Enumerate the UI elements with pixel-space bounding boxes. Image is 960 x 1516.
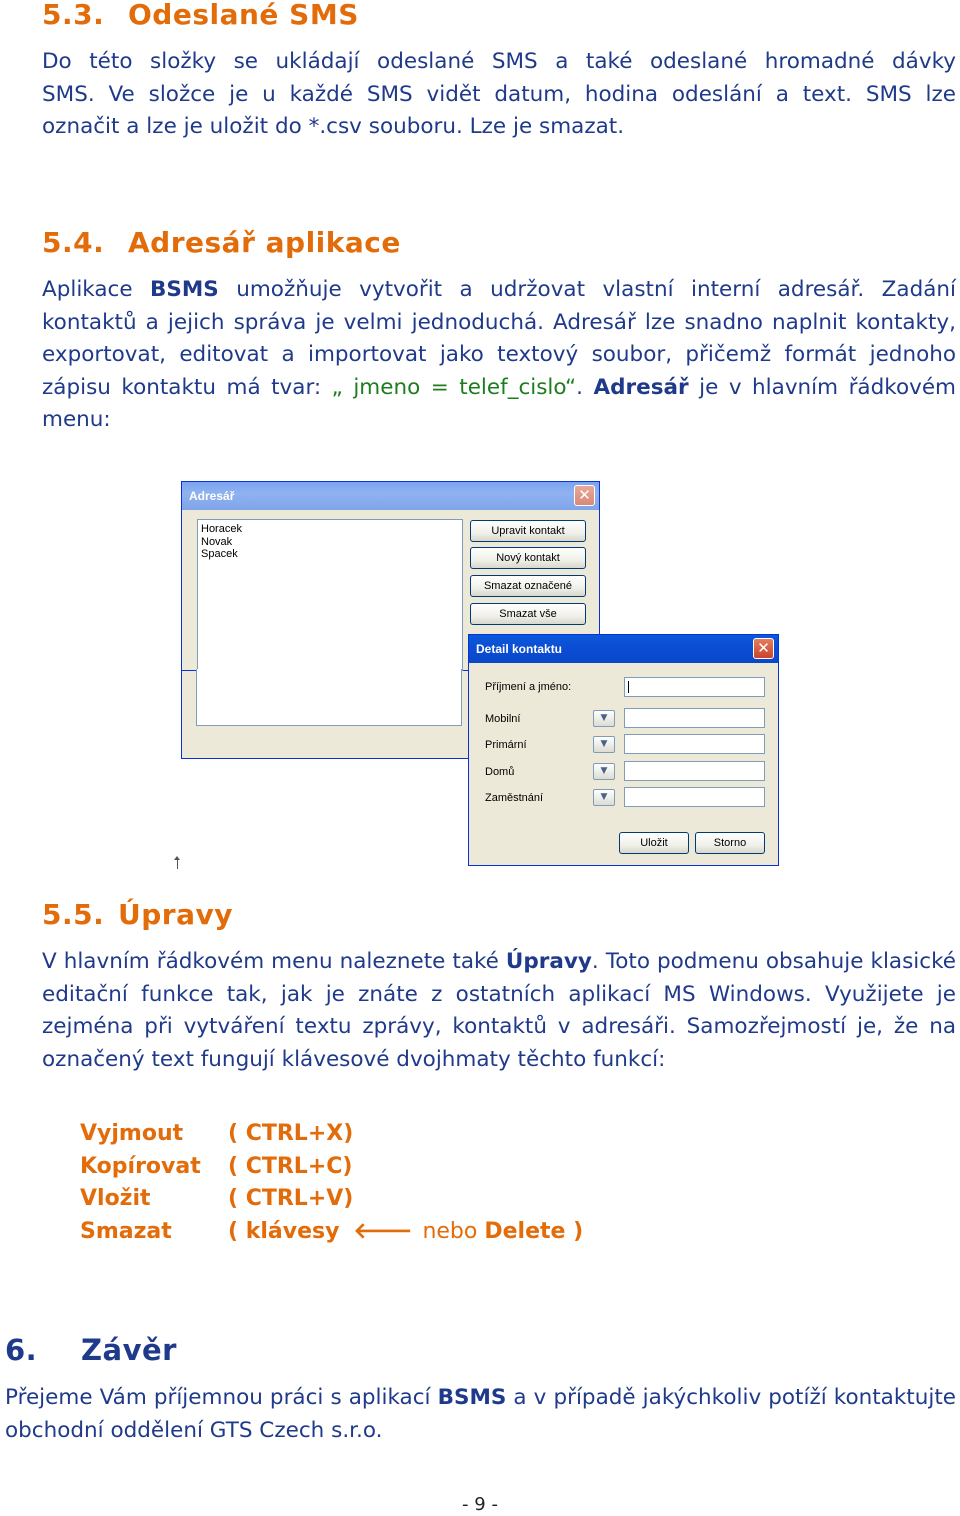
contact-list-lower[interactable] — [196, 669, 462, 726]
delete-prefix: ( klávesy — [228, 1219, 340, 1244]
paragraph-line: Do této složky se ukládají odeslané SMS a také odeslané hromadné dávky — [42, 49, 956, 74]
shortcut-name: Vložit — [80, 1186, 151, 1211]
name-input[interactable] — [624, 677, 765, 697]
shortcut-name: Vyjmout — [80, 1121, 184, 1146]
paragraph-5-4 — [42, 274, 956, 437]
home-dropdown[interactable]: ▼ — [593, 763, 615, 780]
bold-menu-name: Úpravy — [505, 949, 592, 974]
edit-contact-button[interactable]: Upravit kontakt — [470, 520, 586, 542]
delete-or: nebo — [422, 1219, 485, 1244]
text-run: . Toto podmenu obsahuje klasické editační funkce tak, jak je znáte z ostatních aplikací MS Windows. Využijete je zejména při vytváření textu zprávy, kontaktů v adresáři. Samozřejmostí je, že na označený text fungují klávesové dvojhmaty těchto funkcí: — [42, 949, 957, 1072]
mobile-dropdown[interactable]: ▼ — [593, 710, 615, 727]
mobile-input[interactable] — [624, 708, 765, 728]
bold-menu-name: Adresář — [593, 374, 689, 400]
list-item[interactable]: Horacek — [201, 523, 242, 535]
close-icon[interactable]: ✕ — [574, 485, 595, 506]
page-number: - 9 - — [462, 1494, 498, 1515]
save-button[interactable]: Uložit — [619, 832, 689, 854]
work-dropdown[interactable]: ▼ — [593, 789, 615, 806]
paragraph-5-5 — [42, 946, 956, 1076]
work-input[interactable] — [624, 787, 765, 807]
heading-6 — [5, 1333, 177, 1367]
home-input[interactable] — [624, 761, 765, 781]
paragraph-line: označit a lze je uložit do *.csv souboru. Lze je smazat. — [42, 114, 625, 139]
detail-titlebar[interactable] — [469, 635, 778, 663]
heading-5-5 — [42, 898, 233, 931]
close-icon[interactable]: ✕ — [753, 638, 774, 659]
delete-all-button[interactable]: Smazat vše — [470, 603, 586, 625]
heading-5-3 — [42, 0, 359, 31]
text-run: V hlavním řádkovém menu naleznete také — [42, 949, 506, 974]
paragraph-6 — [5, 1382, 956, 1447]
format-example: „ jmeno = telef_cislo“ — [331, 374, 577, 400]
window-title: Detail kontaktu — [476, 642, 563, 656]
contact-detail-window — [468, 634, 779, 866]
work-label: Zaměstnání — [485, 792, 544, 804]
shortcut-keys: ( CTRL+V) — [228, 1186, 354, 1211]
addressbook-titlebar[interactable] — [182, 482, 599, 510]
text-run: umožňuje vytvořit a udržovat vlastní interní adresář. Zadání kontaktů a jejich správa je velmi jednoduchá. Adresář lze snadno naplnit kontakty, exportovat, editovat a importovat jako textový soubor, přičemž formát jednoho zápisu kontaktu má tvar: — [42, 277, 956, 400]
cancel-button[interactable]: Storno — [695, 832, 765, 854]
home-label: Domů — [485, 766, 515, 778]
text-run: . — [576, 374, 594, 400]
new-contact-button[interactable]: Nový kontakt — [470, 547, 586, 569]
delete-key: Delete ) — [484, 1219, 584, 1244]
text-run: Přejeme Vám příjemnou práci s aplikací — [5, 1385, 438, 1410]
heading-number: 6. — [5, 1333, 38, 1367]
paragraph-line: SMS. Ve složce je u každé SMS vidět datum, hodina odeslání a text. SMS lze — [42, 81, 956, 107]
heading-number: 5.4. — [42, 226, 105, 259]
heading-title: Úpravy — [118, 898, 233, 931]
mouse-cursor-icon — [177, 857, 178, 869]
shortcut-name: Smazat — [80, 1219, 172, 1244]
shortcut-keys: ( CTRL+X) — [228, 1121, 354, 1146]
text-run: Aplikace — [42, 277, 151, 302]
heading-title: Adresář aplikace — [128, 226, 401, 259]
heading-title: Odeslané SMS — [128, 0, 359, 31]
list-item[interactable]: Spacek — [201, 548, 238, 560]
heading-number: 5.5. — [42, 898, 105, 931]
text-run: je v hlavním řádkovém menu: — [42, 374, 956, 432]
window-title: Adresář — [189, 489, 235, 503]
shortcut-keys — [228, 1216, 583, 1249]
delete-selected-button[interactable]: Smazat označené — [470, 575, 586, 597]
bold-app-name: BSMS — [150, 277, 219, 302]
list-item[interactable]: Novak — [201, 535, 233, 548]
name-label: Příjmení a jméno: — [485, 681, 572, 693]
bold-app-name: BSMS — [437, 1385, 507, 1410]
heading-number: 5.3. — [42, 0, 105, 31]
primary-label: Primární — [485, 739, 527, 751]
primary-input[interactable] — [624, 734, 765, 754]
mobile-label: Mobilní — [485, 713, 521, 725]
text-caret — [628, 681, 629, 693]
shortcut-name: Kopírovat — [80, 1154, 201, 1179]
text-run: a v případě jakýchkoliv potíží kontaktujte obchodní oddělení GTS Czech s.r.o. — [5, 1385, 956, 1443]
heading-title: Závěr — [81, 1333, 177, 1367]
shortcut-keys: ( CTRL+C) — [228, 1154, 353, 1179]
paragraph-5-3 — [42, 46, 956, 144]
primary-dropdown[interactable]: ▼ — [593, 736, 615, 753]
backspace-arrow-icon: 🡐 — [353, 1219, 413, 1244]
heading-5-4 — [42, 226, 401, 259]
